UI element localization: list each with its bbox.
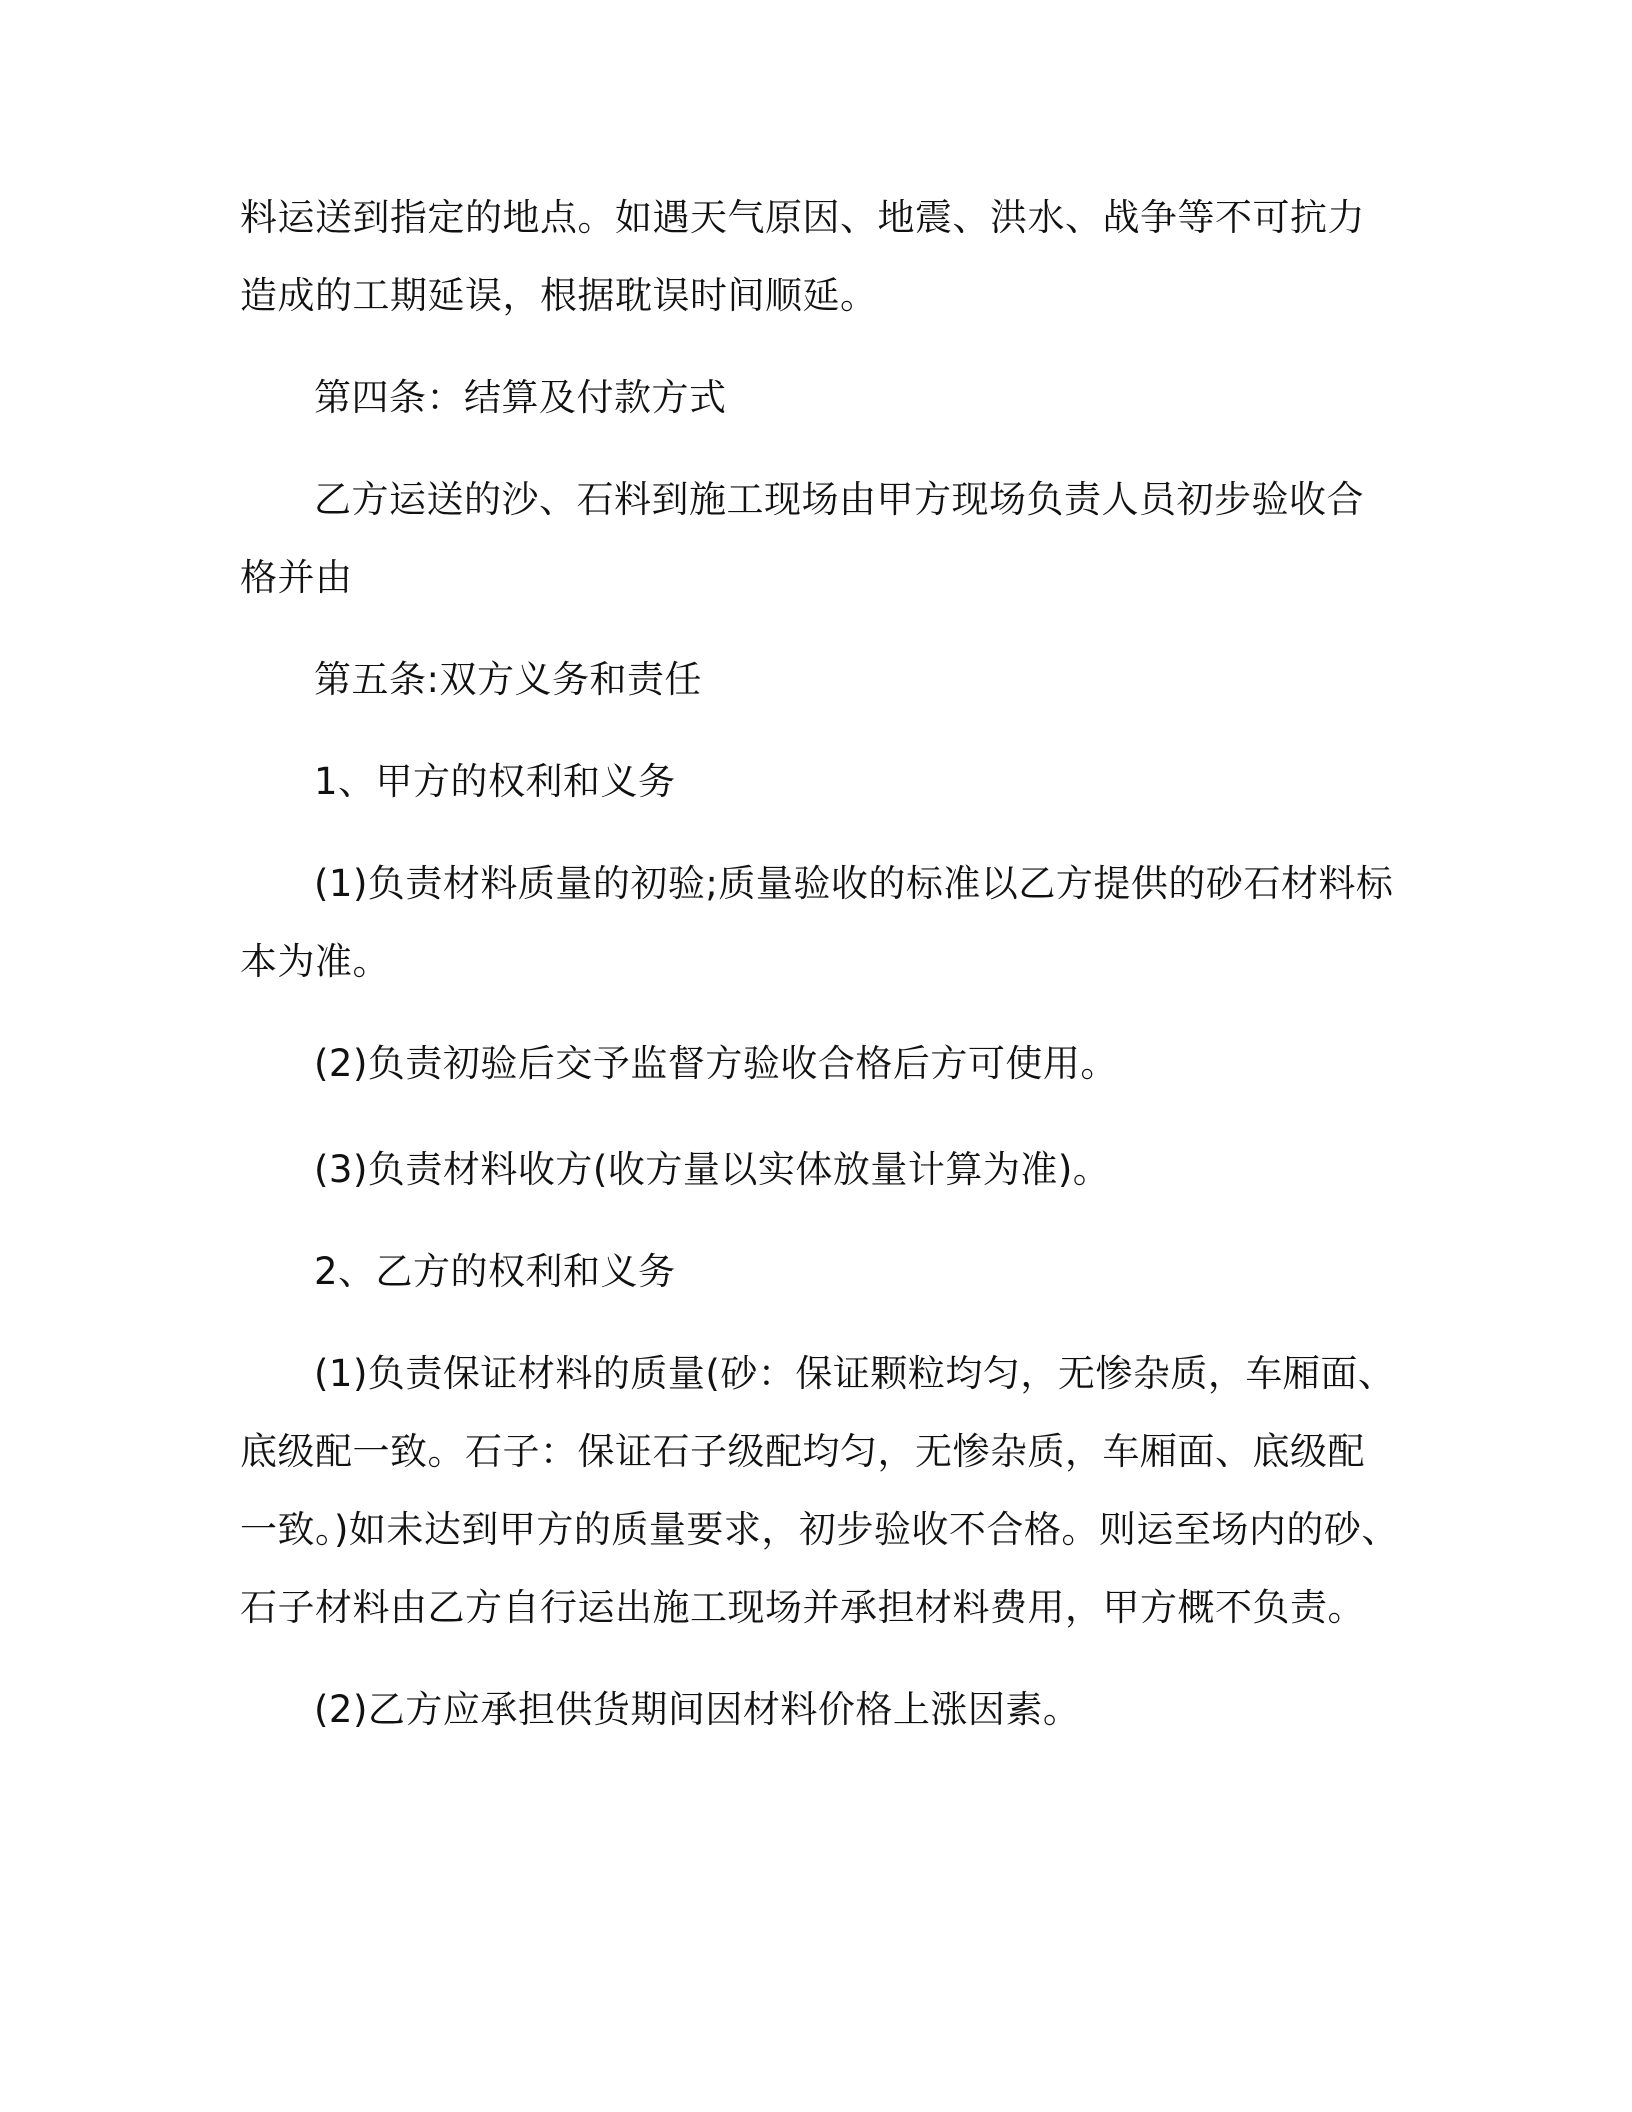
list-item-line: (3)负责材料收方(收方量以实体放量计算为准)。 (314, 1148, 1111, 1191)
list-item-line: 石子材料由乙方自行运出施工现场并承担材料费用，甲方概不负责。 (240, 1586, 1365, 1629)
list-item-line: (2)负责初验后交予监督方验收合格后方可使用。 (314, 1042, 1118, 1085)
list-item-line: 底级配一致。石子：保证石子级配均匀，无惨杂质，车厢面、底级配 (240, 1430, 1365, 1473)
paragraph-line: 乙方运送的沙、石料到施工现场由甲方现场负责人员初步验收合 (314, 478, 1364, 521)
list-item-line: 本为准。 (240, 940, 390, 983)
paragraph-line: 造成的工期延误，根据耽误时间顺延。 (240, 274, 878, 317)
subsection-heading-party-b: 2、乙方的权利和义务 (314, 1250, 676, 1293)
document-page (240, 0, 1399, 2112)
paragraph-line: 料运送到指定的地点。如遇天气原因、地震、洪水、战争等不可抗力 (240, 196, 1365, 239)
list-item-line: (1)负责材料质量的初验;质量验收的标准以乙方提供的砂石材料标 (314, 862, 1394, 905)
list-item-line: (2)乙方应承担供货期间因材料价格上涨因素。 (314, 1688, 1081, 1731)
list-item-line: (1)负责保证材料的质量(砂：保证颗粒均匀，无惨杂质，车厢面、 (314, 1352, 1396, 1395)
list-item-line: 一致。)如未达到甲方的质量要求，初步验收不合格。则运至场内的砂、 (240, 1508, 1399, 1551)
subsection-heading-party-a: 1、甲方的权利和义务 (314, 760, 676, 803)
section-heading-article-5: 第五条:双方义务和责任 (314, 658, 702, 701)
section-heading-article-4: 第四条：结算及付款方式 (314, 376, 727, 419)
paragraph-line: 格并由 (240, 556, 353, 599)
